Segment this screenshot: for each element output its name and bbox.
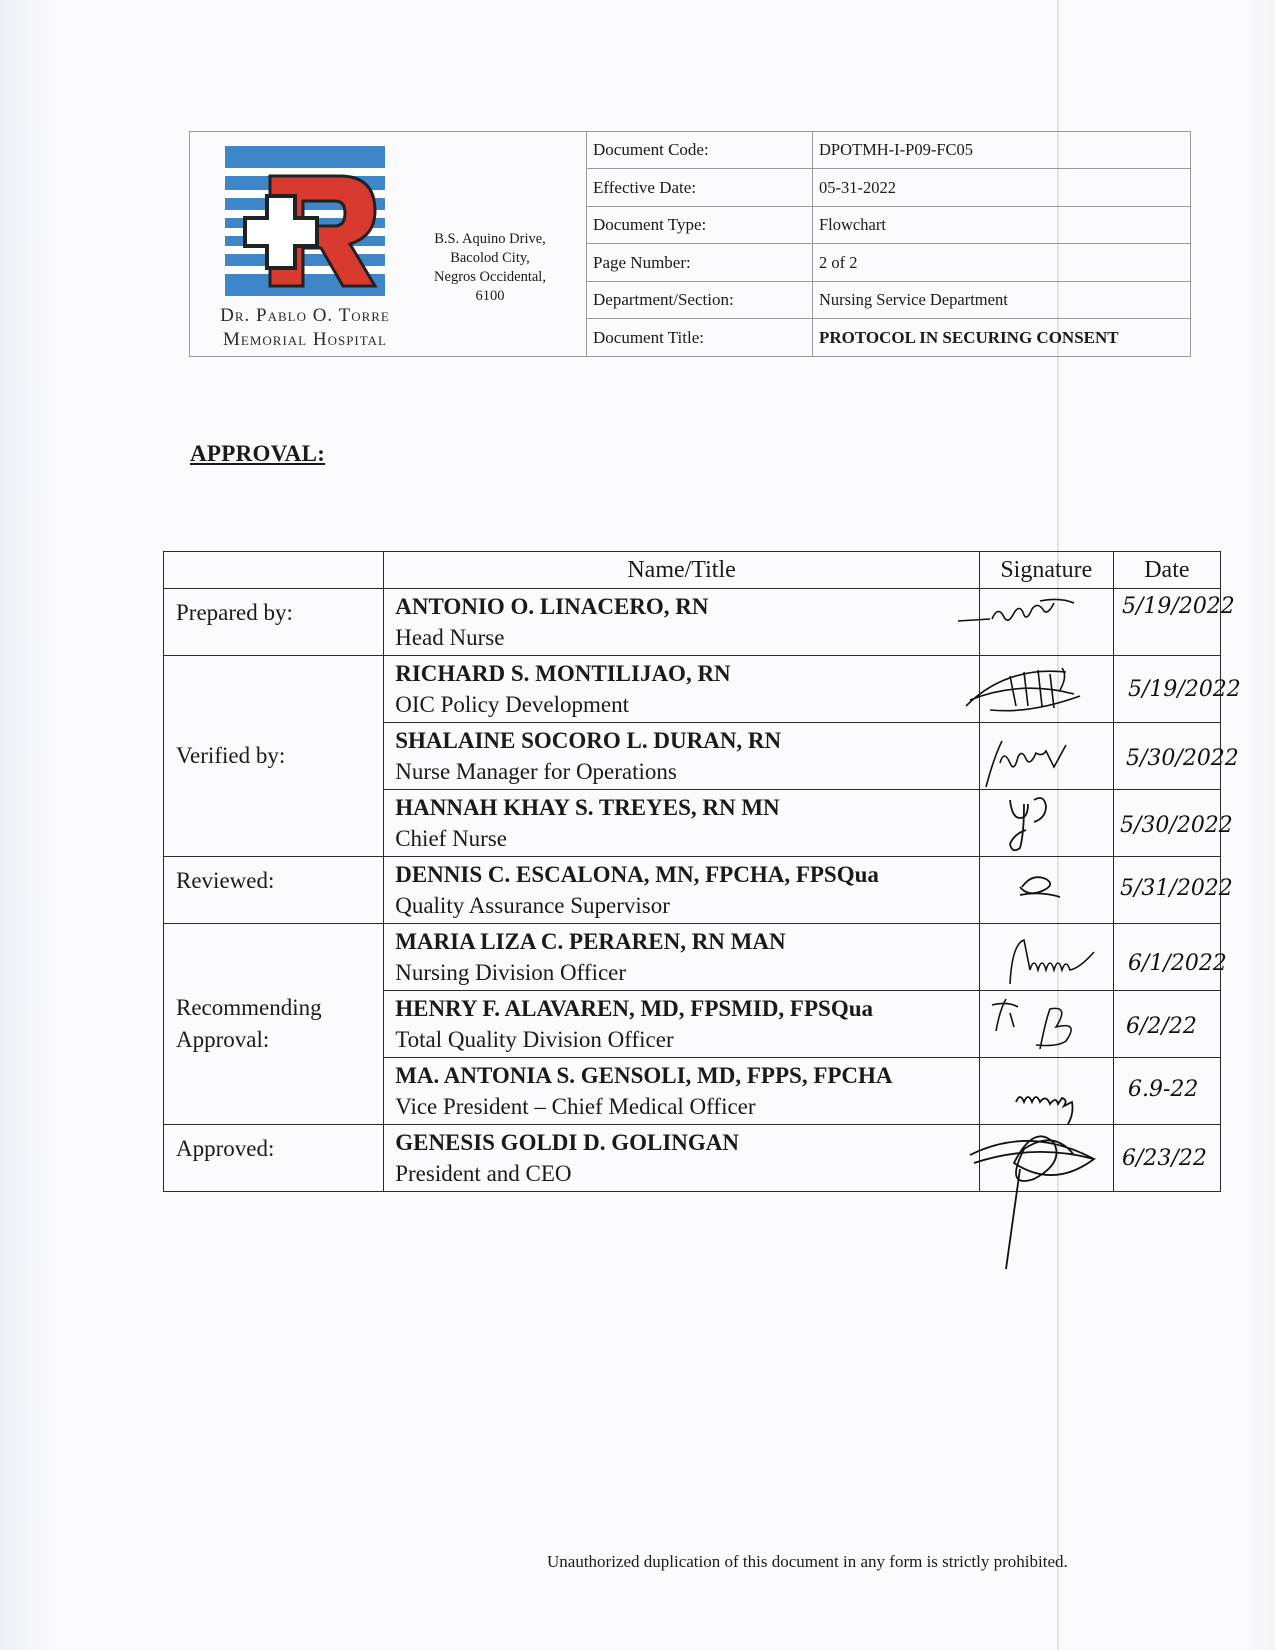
- person-name: HANNAH KHAY S. TREYES, RN MN: [395, 795, 780, 820]
- person-cell: [384, 924, 980, 991]
- person-name: SHALAINE SOCORO L. DURAN, RN: [395, 728, 782, 753]
- date-text: 5/30/2022: [1125, 746, 1239, 771]
- date-text: 5/19/2022: [1121, 594, 1235, 619]
- meta-value: 2 of 2: [813, 244, 1191, 282]
- handwritten-date: [1114, 589, 1235, 655]
- person-title: President and CEO: [395, 1161, 572, 1186]
- date-text: 6.9-22: [1127, 1077, 1199, 1102]
- signature-cell: [979, 924, 1113, 991]
- date-cell: [1113, 1125, 1220, 1192]
- approval-table: [163, 551, 1241, 1192]
- person-name: RICHARD S. MONTILIJAO, RN: [395, 661, 731, 686]
- person-cell: [384, 656, 980, 723]
- date-cell: [1113, 924, 1227, 991]
- meta-key: Document Title:: [587, 319, 813, 356]
- handwritten-signature: [980, 1125, 1114, 1191]
- person-title: Quality Assurance Supervisor: [395, 893, 670, 918]
- footer-notice: Unauthorized duplication of this document in any form is strictly prohibited.: [547, 1552, 1068, 1571]
- handwritten-date: [1114, 790, 1233, 856]
- meta-key: Page Number:: [587, 244, 813, 282]
- person-name: DENNIS C. ESCALONA, MN, FPCHA, FPSQua: [395, 862, 879, 887]
- hospital-address: [415, 230, 565, 306]
- handwritten-date: [1114, 924, 1227, 990]
- address-line: Negros Occidental,: [434, 269, 546, 285]
- table-row: [164, 857, 1221, 924]
- approval-heading: APPROVAL:: [190, 441, 326, 466]
- date-text: 6/2/22: [1125, 1014, 1197, 1039]
- meta-row-department: [587, 281, 1190, 319]
- handwritten-signature: [980, 656, 1114, 722]
- column-header-name: Name/Title: [384, 552, 980, 589]
- date-text: 6/1/2022: [1127, 951, 1227, 976]
- column-header-date: Date: [1113, 552, 1220, 589]
- address-line: B.S. Aquino Drive,: [434, 231, 546, 247]
- handwritten-signature: [980, 924, 1114, 990]
- meta-key: Department/Section:: [587, 281, 813, 319]
- person-cell: [384, 991, 980, 1058]
- document-meta-table: [587, 132, 1190, 356]
- person-title: Nurse Manager for Operations: [395, 759, 677, 784]
- date-text: 5/30/2022: [1119, 813, 1233, 838]
- hospital-name: [190, 304, 420, 352]
- role-label: Approved:: [164, 1125, 384, 1192]
- date-text: 5/19/2022: [1127, 677, 1241, 702]
- meta-key: Document Code:: [587, 132, 813, 169]
- person-cell: [384, 857, 980, 924]
- handwritten-date: [1114, 723, 1239, 789]
- handwritten-signature: [980, 723, 1114, 789]
- signature-cell: [979, 1058, 1113, 1125]
- date-cell: [1113, 723, 1239, 790]
- date-text: 6/23/22: [1121, 1146, 1207, 1171]
- meta-value: DPOTMH-I-P09-FC05: [813, 132, 1191, 169]
- meta-value: 05-31-2022: [813, 169, 1191, 207]
- person-title: Head Nurse: [395, 625, 505, 650]
- handwritten-date: [1114, 991, 1222, 1057]
- handwritten-date: [1114, 1058, 1222, 1124]
- meta-row-effective-date: [587, 169, 1190, 207]
- date-cell: [1113, 857, 1233, 924]
- person-title: Chief Nurse: [395, 826, 507, 851]
- person-title: Total Quality Division Officer: [395, 1027, 674, 1052]
- date-cell: [1113, 790, 1233, 857]
- date-cell: [1113, 1058, 1220, 1125]
- signature-cell: [979, 589, 1113, 656]
- date-cell: [1113, 589, 1235, 656]
- person-title: OIC Policy Development: [395, 692, 630, 717]
- handwritten-signature: [980, 1058, 1114, 1124]
- meta-value: Flowchart: [813, 206, 1191, 244]
- role-label: [164, 924, 384, 1125]
- handwritten-signature: [980, 991, 1114, 1057]
- table-row: [164, 656, 1221, 723]
- person-name: MA. ANTONIA S. GENSOLI, MD, FPPS, FPCHA: [395, 1063, 893, 1088]
- hospital-name-line1: Dr. Pablo O. Torre: [220, 305, 390, 326]
- person-title: Nursing Division Officer: [395, 960, 627, 985]
- meta-row-code: [587, 132, 1190, 169]
- handwritten-date: [1114, 1125, 1222, 1191]
- hospital-logo-block: [190, 132, 587, 356]
- address-line: 6100: [475, 288, 505, 304]
- meta-value: Nursing Service Department: [813, 281, 1191, 319]
- handwritten-date: [1114, 857, 1233, 923]
- handwritten-signature: [980, 589, 1114, 655]
- person-title: Vice President – Chief Medical Officer: [395, 1094, 756, 1119]
- person-cell: [384, 790, 980, 857]
- table-row: [164, 589, 1221, 656]
- role-label: Reviewed:: [164, 857, 384, 924]
- role-label-line: Recommending: [176, 995, 322, 1020]
- person-name: MARIA LIZA C. PERAREN, RN MAN: [395, 929, 786, 954]
- role-label: Prepared by:: [164, 589, 384, 656]
- meta-key: Effective Date:: [587, 169, 813, 207]
- handwritten-signature: [980, 857, 1114, 923]
- signature-cell: [979, 857, 1113, 924]
- hospital-name-line2: Memorial Hospital: [223, 329, 387, 350]
- person-cell: [384, 723, 980, 790]
- person-cell: [384, 589, 980, 656]
- person-name: GENESIS GOLDI D. GOLINGAN: [395, 1130, 740, 1155]
- meta-value: PROTOCOL IN SECURING CONSENT: [819, 327, 1119, 347]
- table-row: [164, 924, 1221, 991]
- signature-cell: [979, 723, 1113, 790]
- date-cell: [1113, 656, 1241, 723]
- document-header: [189, 131, 1191, 357]
- column-header-signature: Signature: [979, 552, 1113, 589]
- hospital-logo: [225, 146, 385, 306]
- approval-header-row: [164, 552, 1221, 589]
- meta-row-page: [587, 244, 1190, 282]
- column-header-role: [164, 552, 384, 589]
- meta-key: Document Type:: [587, 206, 813, 244]
- person-name: HENRY F. ALAVAREN, MD, FPSMID, FPSQua: [395, 996, 873, 1021]
- person-cell: [384, 1058, 980, 1125]
- address-line: Bacolod City,: [450, 250, 530, 266]
- role-label-line: Approval:: [176, 1027, 270, 1052]
- handwritten-signature: [980, 790, 1114, 856]
- person-cell: [384, 1125, 980, 1192]
- date-text: 5/31/2022: [1119, 876, 1233, 901]
- signature-cell: [979, 790, 1113, 857]
- role-label: Verified by:: [164, 656, 384, 857]
- meta-row-title: [587, 319, 1190, 356]
- signature-cell: [979, 656, 1113, 723]
- signature-cell: [979, 991, 1113, 1058]
- date-cell: [1113, 991, 1220, 1058]
- person-name: ANTONIO O. LINACERO, RN: [395, 594, 709, 619]
- handwritten-date: [1114, 656, 1241, 722]
- signature-cell: [979, 1125, 1113, 1192]
- table-row: [164, 1125, 1221, 1192]
- meta-row-type: [587, 206, 1190, 244]
